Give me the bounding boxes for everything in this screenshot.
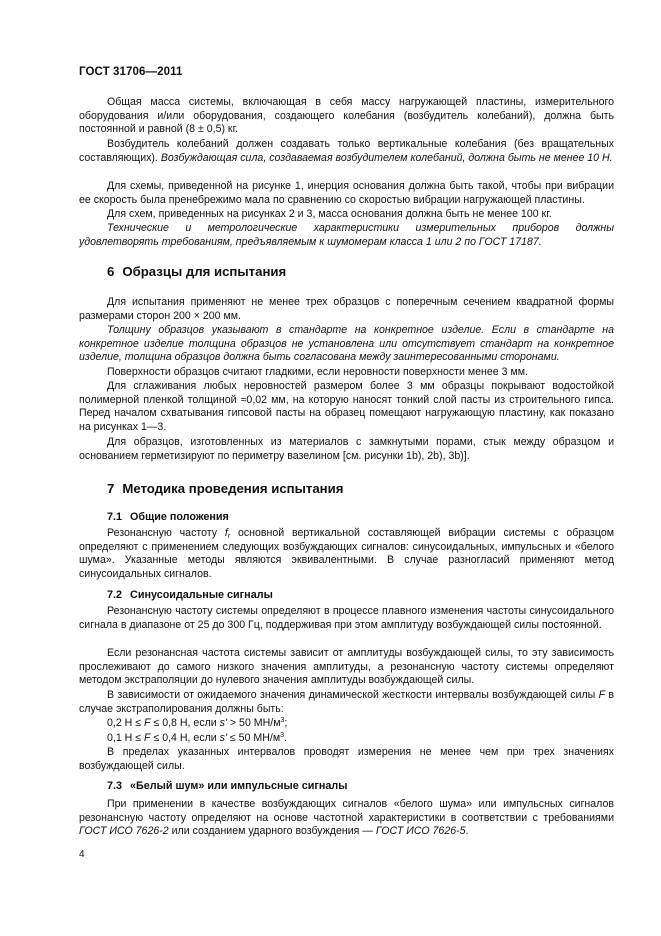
paragraph-force-intervals: В зависимости от ожидаемого значения динамической жесткости интервалы возбуждающей силы F в случае экстраполирования должны быть: — [79, 689, 614, 715]
subsection-7-2-heading: 7.2 Синусоидальные сигналы — [107, 589, 273, 601]
subsection-7-1-heading: 7.1 Общие положения — [107, 511, 229, 523]
paragraph-smoothing: Для сглаживания любых неровностей размером более 3 мм образцы покрывают водостойкой полимерной пленкой толщиной ≈0,02 мм, на которую наносят тонкий слой пасты из строительного гипса. Перед началом схватывания гипсовой пасты на образец помещают нагружающую пластину, как показано на рисунках 1—3. — [79, 380, 614, 433]
condition-high-stiffness: 0,2 Н ≤ F ≤ 0,8 Н, если s' > 50 $МН/м^3$; — [107, 717, 288, 729]
reference-gost-iso-7626-2: ГОСТ ИСО 7626-2 — [79, 825, 169, 838]
paragraph-total-mass: Общая масса системы, включающая в себя массу нагружающей пластины, измерительного оборудования и/или оборудования, создающего колебания (возбудитель колебаний), должна быть постоянной и равной (8 ± 0,5) кг. — [79, 96, 614, 136]
paragraph-resonance-methods: Резонансную частоту $f_r$ основной вертикальной составляющей вибрации системы с образцом определяют с применением следующих возбуждающих сигналов: синусоидальных, импульсных и «белого шума». Указанные методы являются эквивалентными. В случае разногласий применяют метод синусоидальных сигналов. — [79, 527, 615, 580]
paragraph-specimens-thickness: Толщину образцов указывают в стандарте на конкретное изделие. Если в стандарте на конкретное изделие толщина образцов не установлена или отсутствует стандарт на конкретное изделие, толщина образцов должна быть согласована между заинтересованными сторонами. — [79, 324, 614, 364]
paragraph-instruments: Технические и метрологические характеристики измерительных приборов должны удовлетворять требованиям, предъявляемым к шумомерам класса 1 или 2 по ГОСТ 17187. — [79, 222, 614, 248]
paragraph-specimens-count: Для испытания применяют не менее трех образцов с поперечным сечением квадратной формы размерами сторон 200 × 200 мм. — [79, 296, 614, 322]
paragraph-three-values: В пределах указанных интервалов проводят измерения не менее чем при трех значениях возбуждающей силы. — [79, 746, 614, 772]
section-6-heading: 6 Образцы для испытания — [107, 264, 287, 279]
page-number: 4 — [79, 849, 85, 860]
reference-gost-iso-7626-5: ГОСТ ИСО 7626-5 — [375, 825, 466, 838]
section-7-heading: 7 Методика проведения испытания — [107, 481, 344, 496]
condition-low-stiffness: 0,1 Н ≤ F ≤ 0,4 Н, если s' ≤ 50 $МН/м^3$. — [107, 732, 287, 744]
paragraph-exciter: Возбудитель колебаний должен создавать только вертикальные колебания (без вращательных составляющих). Возбуждающая сила, создаваемая возбудителем колебаний, должна быть не менее 10 Н. — [79, 138, 614, 164]
subsection-7-3-heading: 7.3 «Белый шум» или импульсные сигналы — [107, 780, 348, 792]
paragraph-base-mass: Для схем, приведенных на рисунках 2 и 3, масса основания должна быть не менее 100 кг. — [107, 208, 552, 220]
paragraph-base-inertia: Для схемы, приведенной на рисунке 1, инерция основания должна быть такой, чтобы при вибрации ее скорость была пренебрежимо мала по сравнению со скоростью вибрации нагружающей пластины. — [79, 180, 614, 206]
paragraph-smooth-surface: Поверхности образцов считают гладкими, если неровности поверхности менее 3 мм. — [107, 366, 528, 378]
document-header: ГОСТ 31706—2011 — [79, 66, 183, 78]
paragraph-closed-pores: Для образцов, изготовленных из материалов с замкнутыми порами, стык между образцом и основанием герметизируют по периметру вазелином [см. рисунки 1b), 2b), 3b)]. — [79, 436, 614, 462]
paragraph-sinusoidal-sweep: Резонансную частоту системы определяют в процессе плавного изменения частоты синусоидального сигнала в диапазоне от 25 до 300 Гц, поддерживая при этом амплитуду возбуждающей силы постоянной. — [79, 605, 614, 631]
paragraph-white-noise: При применении в качестве возбуждающих сигналов «белого шума» или импульсных сигналов резонансную частоту определяют на основе частотной характеристики в соответствии с требованиями ГОСТ ИСО 7626-2 или созданием ударного возбуждения — ГОСТ ИСО 7626-5. — [79, 798, 614, 838]
paragraph-extrapolation: Если резонансная частота системы зависит от амплитуды возбуждающей силы, то эту зависимость прослеживают до самого низкого значения амплитуды, а резонансную частоту системы определяют методом экстраполяции до нулевого значения амплитуды возбуждающей силы. — [79, 647, 614, 687]
